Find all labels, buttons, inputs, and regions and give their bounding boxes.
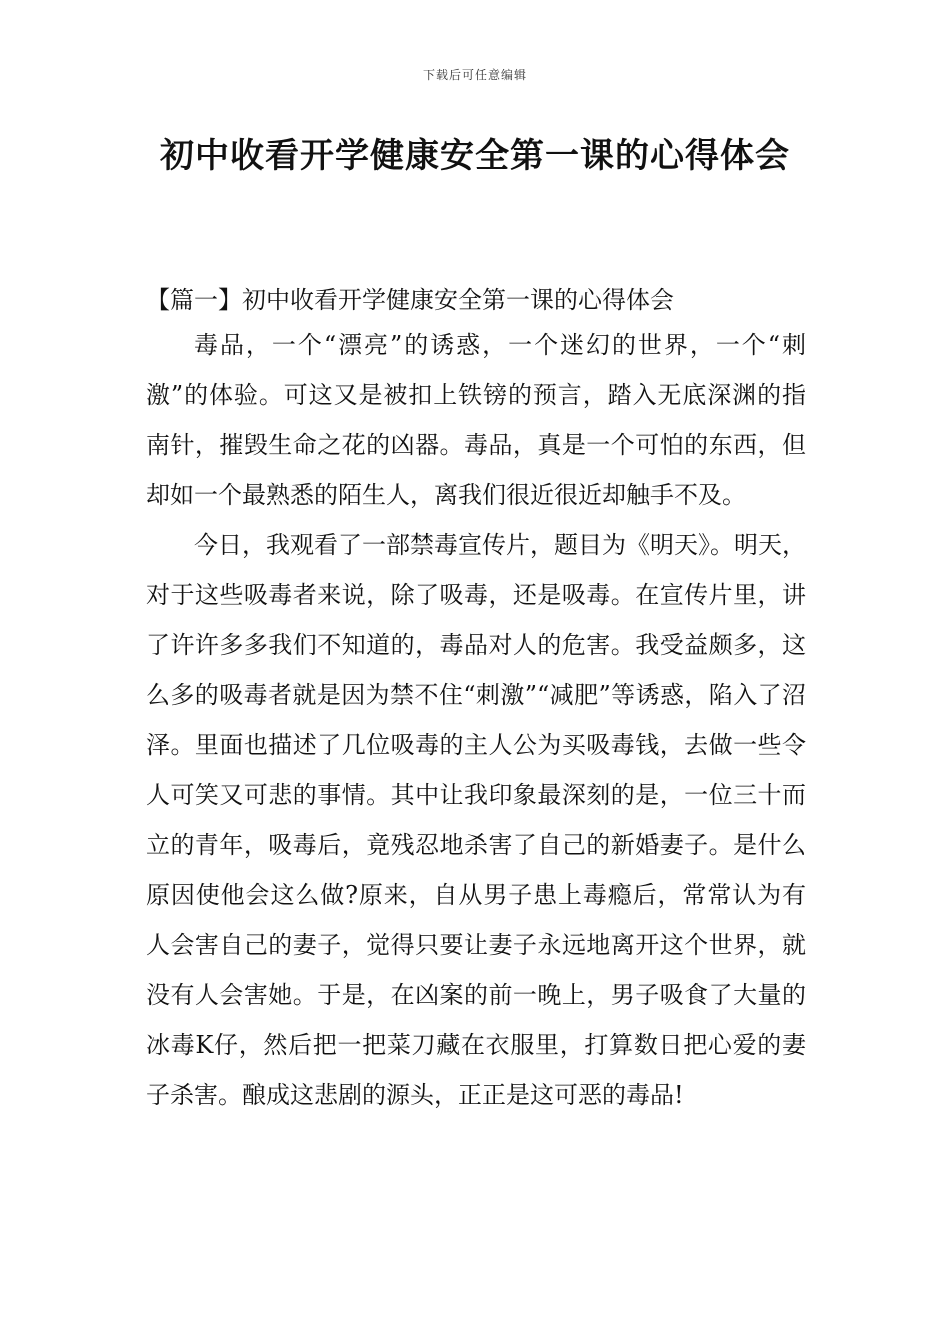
paragraph: 毒品，一个“漂亮”的诱惑，一个迷幻的世界，一个“刺激”的体验。可这又是被扣上铁镑的预言，踏入无底深渊的指南针，摧毁生命之花的凶器。毒品，真是一个可怕的东西，但却如一个最熟悉的陌生人，离我们很近很近却触手不及。	[146, 331, 806, 509]
document-title: 初中收看开学健康安全第一课的心得体会	[160, 136, 790, 176]
section-heading: 【篇一】初中收看开学健康安全第一课的心得体会	[146, 286, 674, 314]
paragraph: 今日，我观看了一部禁毒宣传片，题目为《明天》。明天，对于这些吸毒者来说，除了吸毒，还是吸毒。在宣传片里，讲了许许多多我们不知道的，毒品对人的危害。我受益颇多，这么多的吸毒者就是因为禁不住“刺激”“减肥”等诱惑，陷入了沼泽。里面也描述了几位吸毒的主人公为买吸毒钱，去做一些令人可笑又可悲的事情。其中让我印象最深刻的是，一位三十而立的青年，吸毒后，竟残忍地杀害了自己的新婚妻子。是什么原因使他会这么做?原来，自从男子患上毒瘾后，常常认为有人会害自己的妻子，觉得只要让妻子永远地离开这个世界，就没有人会害她。于是，在凶案的前一晚上，男子吸食了大量的冰毒K仔，然后把一把菜刀藏在衣服里，打算数日把心爱的妻子杀害。酿成这悲剧的源头，正正是这可恶的毒品!	[146, 531, 806, 1109]
document-body	[146, 280, 806, 1120]
header-note: 下载后可任意编辑	[422, 68, 527, 82]
